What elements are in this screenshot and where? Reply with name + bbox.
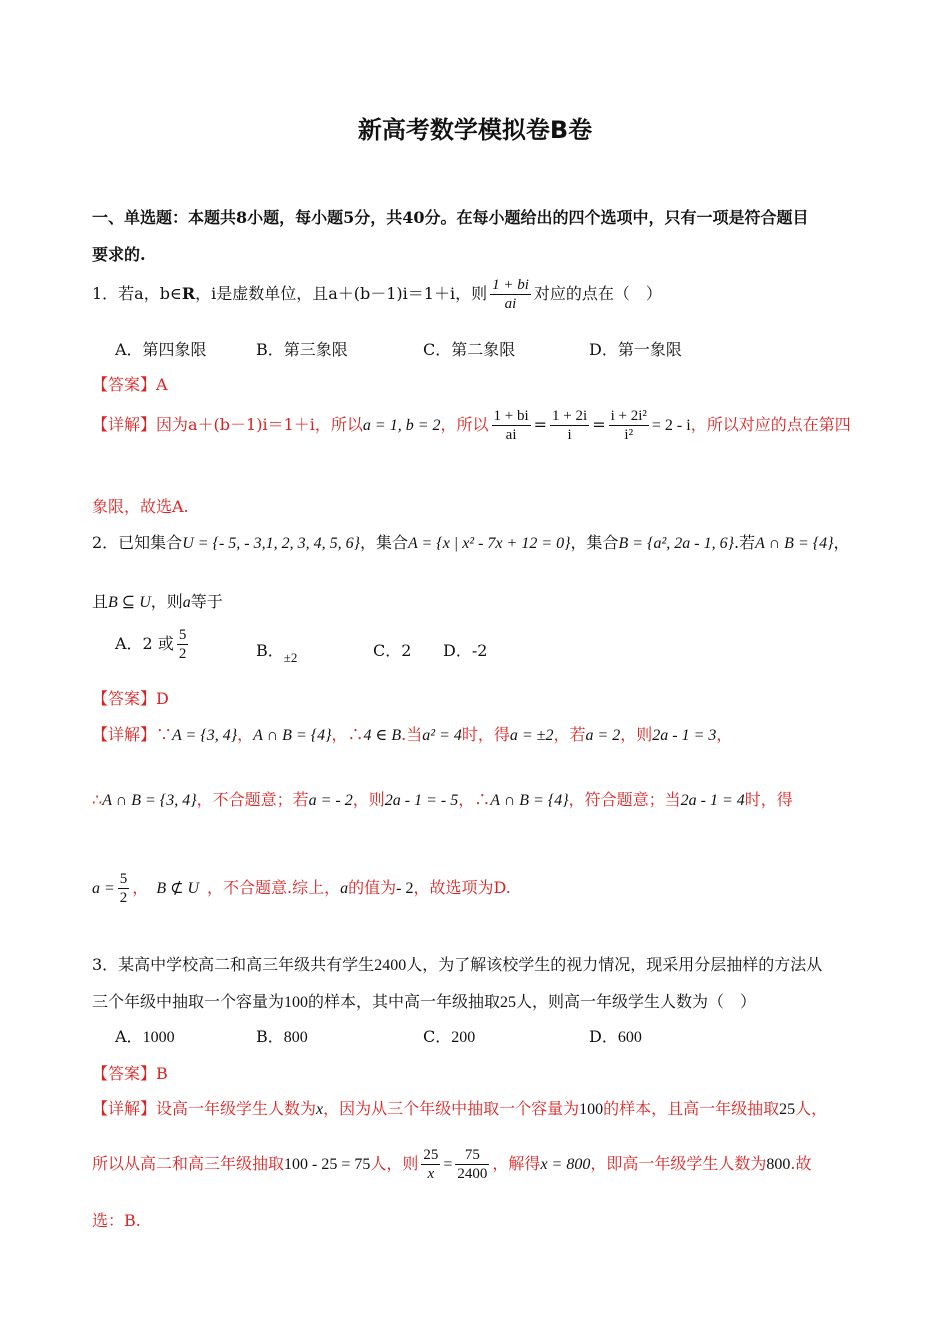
section-heading-line1: 一、单选题：本题共8小题，每小题5分，共40分。在每小题给出的四个选项中，只有一项是符合题目 [92, 208, 809, 227]
q3-detail-line2: 所以从高二和高三年级抽取100 - 25 = 75人，则 $\frac{25}{x}$ = $\frac{75}{2400}$ ，解得x = 800，即高一年级学生人数为800.故 [92, 1147, 812, 1182]
q1-option-d[interactable]: D．第一象限 [589, 340, 682, 359]
q1-detail: 【详解】因为a＋(b－1)i＝1＋i，所以a = 1, b = 2，所以 $\frac{1 + bi}{ai}$ = $\frac{1 + 2i}{i}$ = $\frac{\text{i + 2i²}}{\text{i²}}$ = 2 - i，所以对应的点在第四 [92, 408, 851, 443]
q3-option-a[interactable]: A．1000 [115, 1027, 175, 1046]
q1-answer: 【答案】A [92, 375, 168, 394]
page-title: 新高考数学模拟卷B卷 [357, 116, 593, 144]
section-heading-line2: 要求的. [92, 245, 146, 264]
q3-option-b[interactable]: B．800 [256, 1027, 308, 1046]
q1-stem: 1．若a，b∈R，i是虚数单位，且a＋(b－1)i＝1＋i，则 $\frac{1 + bi}{ai}$ 对应的点在（ ） [92, 277, 662, 312]
q3-stem-line1: 3．某高中学校高二和高三年级共有学生2400人，为了解该校学生的视力情况，现采用分层抽样的方法从 [92, 955, 823, 974]
q1-option-a[interactable]: A．第四象限 [115, 340, 207, 359]
q3-answer: 【答案】B [92, 1064, 168, 1083]
q3-option-c[interactable]: C．200 [423, 1027, 476, 1046]
q2-stem: 2．已知集合U = {- 5, - 3,1, 2, 3, 4, 5, 6}，集合A = {x | x² - 7x + 12 = 0}，集合B = {a², 2a - 1, 6}.若A ∩ B = {4}， [92, 533, 850, 552]
q2-option-a[interactable]: A．2 或 $\frac{5}{2}$ [115, 627, 187, 662]
q3-option-d[interactable]: D．600 [589, 1027, 642, 1046]
q3-stem-line2: 三个年级中抽取一个容量为100的样本，其中高一年级抽取25人，则高一年级学生人数为（ ） [92, 992, 757, 1011]
q3-detail-line3: 选：B. [92, 1211, 141, 1230]
q2-detail-line3: a = $\frac{5}{2}$ ， B ⊄ U ，不合题意.综上，a的值为- 2，故选项为D. [92, 871, 511, 906]
q2-answer: 【答案】D [92, 689, 169, 708]
q1-option-c[interactable]: C．第二象限 [423, 340, 516, 359]
q1-option-b[interactable]: B．第三象限 [256, 340, 348, 359]
q1-fraction: $\frac{1 + bi}{ai}$ [492, 277, 529, 312]
q2-detail-line1: 【详解】∵A = {3, 4}，A ∩ B = {4}，∴4 ∈ B.当a² = 4时，得a = ±2，若a = 2，则2a - 1 = 3， [92, 725, 733, 744]
q2-option-b[interactable]: B．$_{\pm 2}$ [256, 641, 298, 665]
q2-option-d[interactable]: D．-2 [443, 641, 488, 660]
q2-option-c[interactable]: C．2 [373, 641, 412, 660]
q2-detail-line2: ∴A ∩ B = {3, 4}，不合题意；若a = - 2，则2a - 1 = - 5，∴A ∩ B = {4}，符合题意；当2a - 1 = 4时，得 [92, 790, 793, 809]
q1-detail-cont: 象限，故选A. [92, 497, 189, 516]
q2-stem-line2: 且B ⊆ U，则a等于 [92, 592, 223, 611]
q3-detail-line1: 【详解】设高一年级学生人数为x，因为从三个年级中抽取一个容量为100的样本，且高一年级抽取25人， [92, 1099, 828, 1118]
